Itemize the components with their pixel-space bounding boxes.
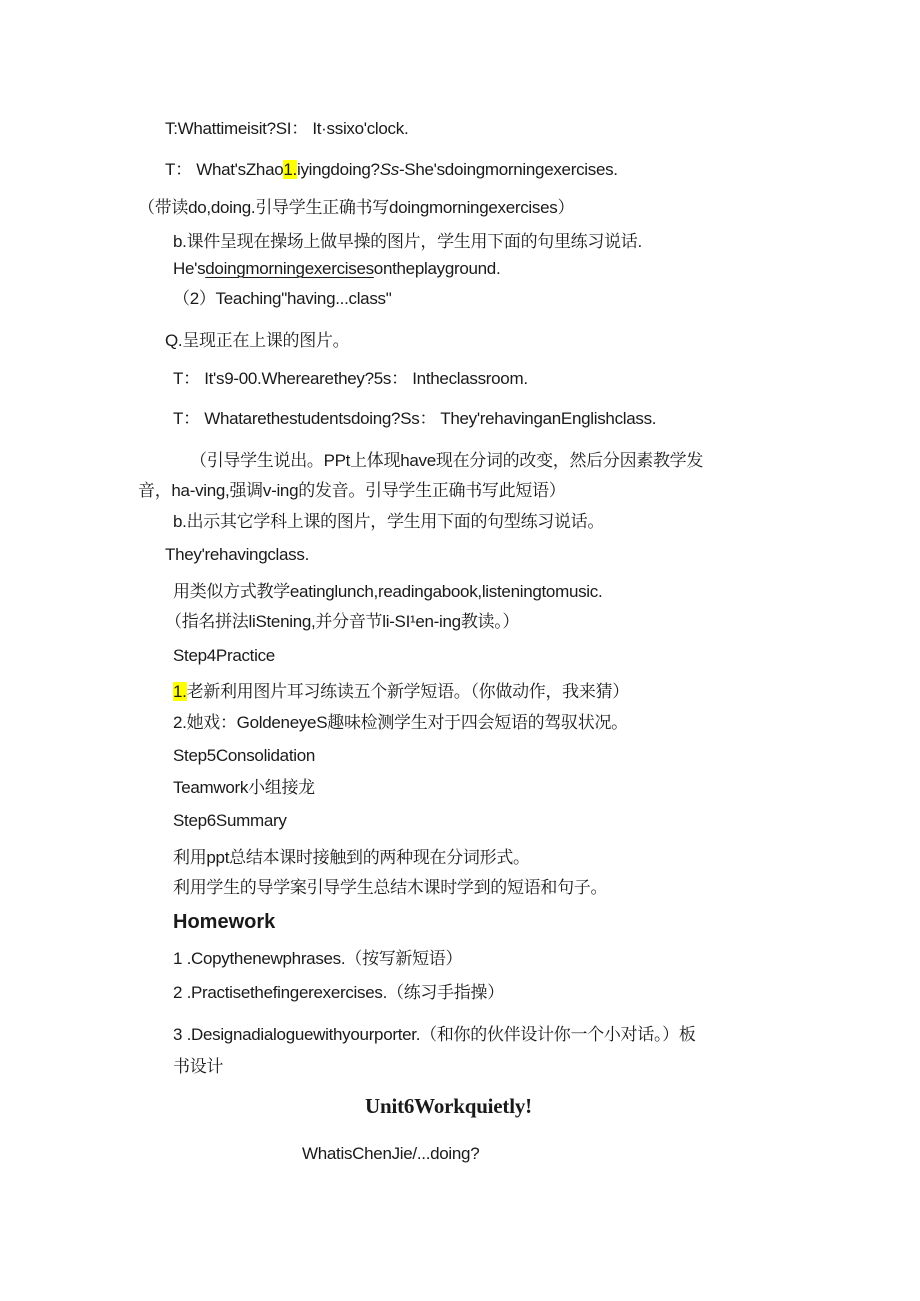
text-segment: 老新利用图片耳习练读五个新学短语。（你做动作，我来猜） bbox=[186, 682, 629, 701]
note-line: （带读do,doing.引导学生正确书写doingmorningexercises） bbox=[138, 198, 575, 217]
board-line: WhatisChenJie/...doing? bbox=[302, 1144, 480, 1163]
list-item bbox=[173, 681, 629, 703]
paragraph-line: b.出示其它学科上课的图片，学生用下面的句型练习说话。 bbox=[173, 512, 605, 531]
highlighted-number: 1. bbox=[283, 160, 297, 179]
text-segment: -She'sdoingmorningexercises. bbox=[398, 160, 618, 179]
text-segment: T： What'sZhao bbox=[165, 160, 284, 179]
paragraph-line: 书设计 bbox=[173, 1057, 224, 1076]
paragraph-line: b.课件呈现在操场上做早操的图片，学生用下面的句里练习说话. bbox=[173, 232, 642, 251]
paragraph-line: 利用学生的导学案引导学生总结木课时学到的短语和句子。 bbox=[173, 878, 608, 897]
homework-item: 1 .Copythenewphrases.（按写新短语） bbox=[173, 949, 463, 968]
paragraph-line: 利用ppt总结本课时接触到的两种现在分词形式。 bbox=[173, 848, 530, 867]
dialogue-line-zhao bbox=[165, 159, 618, 181]
paragraph-line: Q.呈现正在上课的图片。 bbox=[165, 331, 350, 350]
homework-item: 3 .Designadialoguewithyourporter.（和你的伙伴设计你一个小对话。）板 bbox=[173, 1025, 696, 1044]
dialogue-line: T： It's9-00.Wherearethey?5s： Intheclassroom. bbox=[173, 369, 528, 388]
paragraph-line: 用类似方式教学eatinglunch,readingabook,listeningtomusic. bbox=[173, 582, 603, 601]
board-title: Unit6Workquietly! bbox=[365, 1094, 532, 1118]
text-segment: iyingdoing? bbox=[296, 160, 380, 179]
underlined-phrase: doingmorningexercises bbox=[205, 259, 374, 278]
example-sentence: They'rehavingclass. bbox=[165, 545, 310, 564]
dialogue-line: T： Whatarethestudentsdoing?Ss： They'rehavinganEnglishclass. bbox=[173, 409, 657, 428]
step-heading: Step4Practice bbox=[173, 646, 275, 665]
section-heading: （2）Teaching"having...class" bbox=[173, 289, 392, 308]
dialogue-line-time: T:Whattimeisit?SI： It·ssixo'clock. bbox=[165, 119, 409, 138]
step-heading: Step6Summary bbox=[173, 811, 287, 830]
text-segment: Ss bbox=[379, 160, 399, 179]
note-line: （引导学生说出。PPt上体现have现在分词的改变，然后分因素教学发 bbox=[190, 451, 704, 470]
text-segment: ontheplayground. bbox=[373, 259, 501, 278]
highlighted-number: 1. bbox=[173, 682, 187, 701]
paragraph-line: Teamwork小组接龙 bbox=[173, 778, 315, 797]
text-segment: He's bbox=[173, 259, 206, 278]
note-line: （指名拼法liStening,并分音节li-SI¹en-ing教读。） bbox=[165, 612, 520, 631]
step-heading: Step5Consolidation bbox=[173, 746, 316, 765]
example-sentence bbox=[173, 258, 500, 280]
list-item: 2.她戏：GoldeneyeS趣味检测学生对于四会短语的驾驭状况。 bbox=[173, 713, 628, 732]
homework-item: 2 .Practisethefingerexercises.（练习手指操） bbox=[173, 983, 504, 1002]
homework-heading: Homework bbox=[173, 911, 276, 933]
note-line: 音，ha-ving,强调v-ing的发音。引导学生正确书写此短语） bbox=[138, 481, 566, 500]
